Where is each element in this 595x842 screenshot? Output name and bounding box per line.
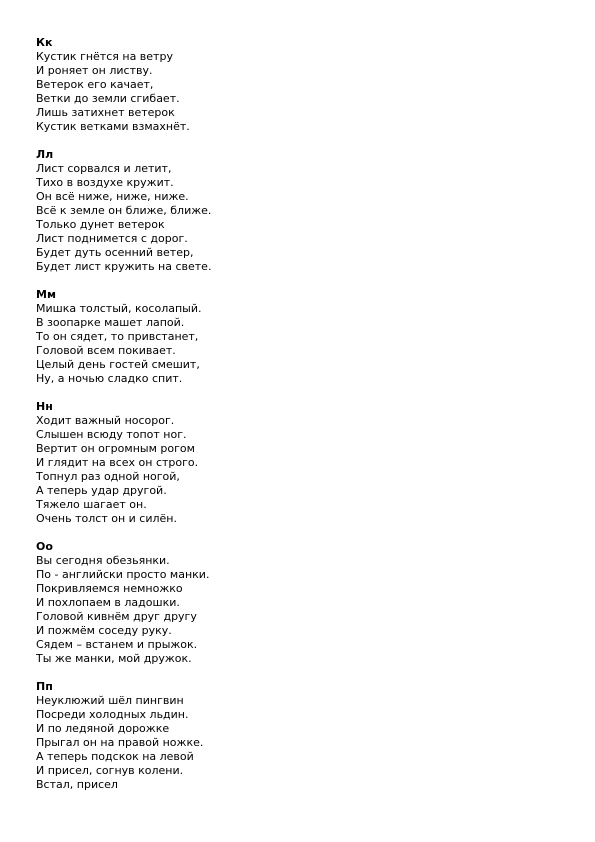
poem-line: Слышен всюду топот ног. (36, 428, 187, 441)
poem-line: Ходит важный носорог. (36, 414, 175, 427)
poem-line: Головой всем покивает. (36, 344, 176, 357)
section-heading: Оо (36, 540, 53, 553)
poem-section-o (36, 540, 556, 666)
poem-line: Кустик ветками взмахнёт. (36, 120, 190, 133)
section-heading: Кк (36, 36, 53, 49)
section-heading: Мм (36, 288, 56, 301)
poem-line: Только дунет ветерок (36, 218, 165, 231)
poem-section-n (36, 400, 556, 526)
poem-line: Ты же манки, мой дружок. (36, 652, 192, 665)
poem-section-l (36, 148, 556, 274)
poem-line: Покривляемся немножко (36, 582, 183, 595)
poem-line: И присел, согнув колени. (36, 764, 184, 777)
poem-line: Мишка толстый, косолапый. (36, 302, 202, 315)
poem-line: Сядем – встанем и прыжок. (36, 638, 198, 651)
poem-section-k (36, 36, 556, 134)
poem-line: И похлопаем в ладошки. (36, 596, 180, 609)
poem-line: Лист поднимется с дорог. (36, 232, 188, 245)
poem-line: Ветки до земли сгибает. (36, 92, 180, 105)
poem-line: Он всё ниже, ниже, ниже. (36, 190, 189, 203)
poem-line: Целый день гостей смешит, (36, 358, 200, 371)
document-page (36, 36, 556, 806)
poem-section-m (36, 288, 556, 386)
poem-line: Встал, присел (36, 778, 118, 791)
poem-line: Вы сегодня обезьянки. (36, 554, 170, 567)
poem-line: Всё к земле он ближе, ближе. (36, 204, 212, 217)
section-heading: Пп (36, 680, 53, 693)
poem-line: Тихо в воздухе кружит. (36, 176, 174, 189)
poem-line: Будет лист кружить на свете. (36, 260, 212, 273)
poem-line: И пожмём соседу руку. (36, 624, 172, 637)
poem-line: Головой кивнём друг другу (36, 610, 197, 623)
poem-line: В зоопарке машет лапой. (36, 316, 185, 329)
poem-line: Вертит он огромным рогом (36, 442, 195, 455)
poem-line: Топнул раз одной ногой, (36, 470, 180, 483)
poem-line: Неуклюжий шёл пингвин (36, 694, 184, 707)
poem-section-p (36, 680, 556, 792)
poem-line: По - английски просто манки. (36, 568, 210, 581)
poem-line: Лист сорвался и летит, (36, 162, 172, 175)
poem-line: Кустик гнётся на ветру (36, 50, 173, 63)
section-heading: Лл (36, 148, 54, 161)
poem-line: И глядит на всех он строго. (36, 456, 199, 469)
poem-line: И по ледяной дорожке (36, 722, 170, 735)
poem-line: И роняет он листву. (36, 64, 153, 77)
poem-line: Прыгал он на правой ножке. (36, 736, 204, 749)
poem-line: Посреди холодных льдин. (36, 708, 189, 721)
poem-line: Тяжело шагает он. (36, 498, 147, 511)
poem-line: Ветерок его качает, (36, 78, 154, 91)
poem-line: Очень толст он и силён. (36, 512, 177, 525)
poem-line: Ну, а ночью сладко спит. (36, 372, 183, 385)
poem-line: А теперь подскок на левой (36, 750, 194, 763)
poem-line: Будет дуть осенний ветер, (36, 246, 194, 259)
poem-line: Лишь затихнет ветерок (36, 106, 175, 119)
section-heading: Нн (36, 400, 53, 413)
poem-line: То он сядет, то привстанет, (36, 330, 199, 343)
poem-line: А теперь удар другой. (36, 484, 167, 497)
